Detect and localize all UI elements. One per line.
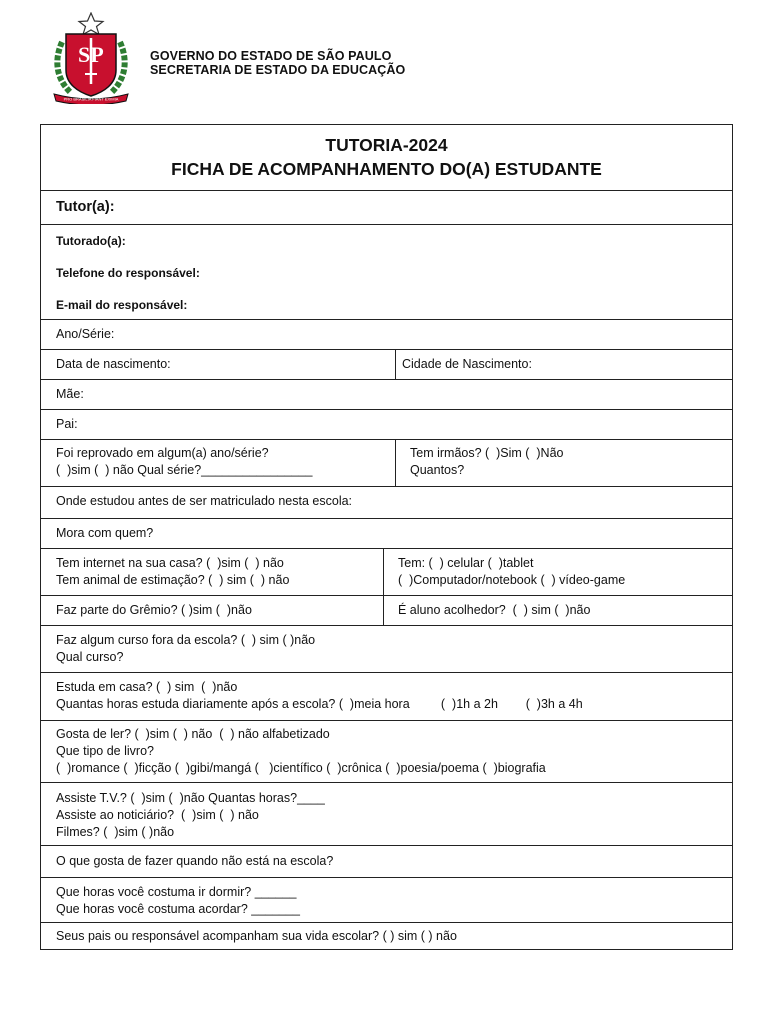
mae-label: Mãe: xyxy=(56,387,84,401)
gremio-cell[interactable] xyxy=(41,596,383,625)
svg-text:PRO BRASILIA FIANT EXIMIA: PRO BRASILIA FIANT EXIMIA xyxy=(63,96,119,102)
student-contact-row[interactable] xyxy=(41,224,732,319)
birth-row xyxy=(41,349,732,379)
sp-state-crest-logo xyxy=(48,12,134,104)
reprovado-irmaos-row xyxy=(41,439,732,486)
ano-serie-label: Ano/Série: xyxy=(56,327,115,341)
devices-cell[interactable] xyxy=(383,549,732,595)
cidade-nascimento-cell[interactable] xyxy=(395,350,732,379)
gov-line-2: SECRETARIA DE ESTADO DA EDUCAÇÃO xyxy=(150,63,406,77)
curso-row[interactable] xyxy=(41,625,732,672)
gov-line-1: GOVERNO DO ESTADO DE SÃO PAULO xyxy=(150,49,392,63)
internet-cell[interactable] xyxy=(41,549,383,595)
leitura-row[interactable] xyxy=(41,720,732,782)
tv-row[interactable] xyxy=(41,782,732,845)
filmes-question: Filmes? ( )sim ( )não xyxy=(56,825,175,839)
irmaos-quantos: Quantos? xyxy=(410,463,465,477)
acordar-question: Que horas você costuma acordar? _______ xyxy=(56,902,300,916)
estuda-question: Estuda em casa? ( ) sim ( )não xyxy=(56,680,238,694)
acolhedor-cell[interactable] xyxy=(383,596,732,625)
form-title-year: TUTORIA-2024 xyxy=(325,135,448,155)
form-title-main: FICHA DE ACOMPANHAMENTO DO(A) ESTUDANTE xyxy=(171,159,602,179)
ler-options: ( )romance ( )ficção ( )gibi/mangá ( )científico ( )crônica ( )poesia/poema ( )biografia xyxy=(56,761,546,775)
data-nascimento-cell[interactable] xyxy=(41,350,395,379)
gremio-acolhedor-row xyxy=(41,595,732,625)
svg-text:SP: SP xyxy=(78,42,104,67)
form-title-row xyxy=(41,125,732,190)
email-label: E-mail do responsável: xyxy=(56,298,188,312)
horarios-row[interactable] xyxy=(41,877,732,922)
animal-question: Tem animal de estimação? ( ) sim ( ) não xyxy=(56,573,290,587)
estuda-horas: Quantas horas estuda diariamente após a escola? ( )meia hora ( )1h a 2h ( )3h a 4h xyxy=(56,697,583,711)
ano-serie-row[interactable] xyxy=(41,319,732,349)
gosta-fazer-label: O que gosta de fazer quando não está na escola? xyxy=(56,854,334,868)
estuda-row[interactable] xyxy=(41,672,732,720)
internet-devices-row xyxy=(41,548,732,595)
tutor-label: Tutor(a): xyxy=(56,199,115,215)
ler-question: Gosta de ler? ( )sim ( ) não ( ) não alfabetizado xyxy=(56,727,330,741)
mae-row[interactable] xyxy=(41,379,732,409)
pais-row[interactable] xyxy=(41,922,732,950)
mora-com-row[interactable] xyxy=(41,518,732,548)
reprovado-cell[interactable] xyxy=(41,440,395,486)
reprovado-options: ( )sim ( ) não Qual série?________________ xyxy=(56,463,313,477)
pai-row[interactable] xyxy=(41,409,732,439)
gosta-fazer-row[interactable] xyxy=(41,845,732,877)
onde-estudou-label: Onde estudou antes de ser matriculado nesta escola: xyxy=(56,494,353,508)
acolhedor-question: É aluno acolhedor? ( ) sim ( )não xyxy=(398,603,591,617)
government-header xyxy=(150,49,405,77)
tutor-row[interactable] xyxy=(41,190,732,224)
dormir-question: Que horas você costuma ir dormir? ______ xyxy=(56,885,297,899)
curso-question: Faz algum curso fora da escola? ( ) sim ( )não xyxy=(56,633,316,647)
tv-question: Assiste T.V.? ( )sim ( )não Quantas horas?____ xyxy=(56,791,325,805)
devices-line-2: ( )Computador/notebook ( ) vídeo-game xyxy=(398,573,626,587)
tutorado-label: Tutorado(a): xyxy=(56,234,126,248)
internet-question: Tem internet na sua casa? ( )sim ( ) não xyxy=(56,556,284,570)
pai-label: Pai: xyxy=(56,417,78,431)
ler-tipo: Que tipo de livro? xyxy=(56,744,154,758)
student-form xyxy=(40,124,733,950)
mora-com-label: Mora com quem? xyxy=(56,526,154,540)
reprovado-question: Foi reprovado em algum(a) ano/série? xyxy=(56,446,269,460)
irmaos-cell[interactable] xyxy=(395,440,732,486)
data-nascimento-label: Data de nascimento: xyxy=(56,357,171,371)
cidade-nascimento-label: Cidade de Nascimento: xyxy=(402,357,532,371)
telefone-label: Telefone do responsável: xyxy=(56,266,200,280)
curso-qual: Qual curso? xyxy=(56,650,124,664)
gremio-question: Faz parte do Grêmio? ( )sim ( )não xyxy=(56,603,252,617)
irmaos-question: Tem irmãos? ( )Sim ( )Não xyxy=(410,446,564,460)
devices-line-1: Tem: ( ) celular ( )tablet xyxy=(398,556,534,570)
pais-question: Seus pais ou responsável acompanham sua vida escolar? ( ) sim ( ) não xyxy=(56,929,457,943)
noticiario-question: Assiste ao noticiário? ( )sim ( ) não xyxy=(56,808,259,822)
onde-estudou-row[interactable] xyxy=(41,486,732,518)
